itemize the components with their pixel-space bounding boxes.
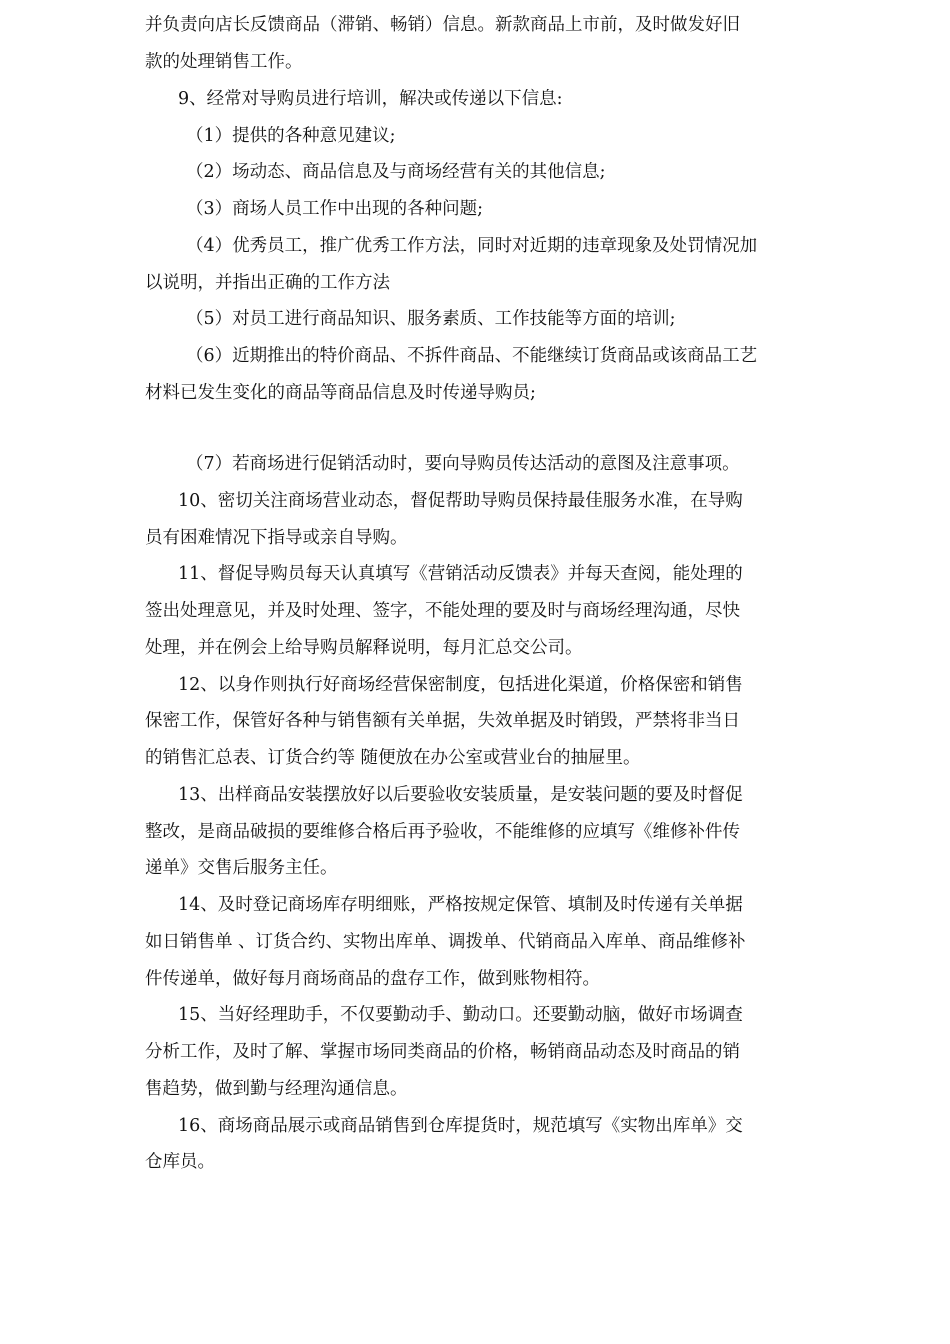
list-heading-14: 14、及时登记商场库存明细账，严格按规定保管、填制及时传递有关单据 — [178, 895, 743, 915]
paragraph-line: 处理，并在例会上给导购员解释说明，每月汇总交公司。 — [145, 638, 583, 658]
sub-item-7: （7）若商场进行促销活动时，要向导购员传达活动的意图及注意事项。 — [186, 454, 740, 474]
paragraph-line: 整改，是商品破损的要维修合格后再予验收，不能维修的应填写《维修补件传 — [145, 822, 740, 842]
sub-item-5: （5）对员工进行商品知识、服务素质、工作技能等方面的培训; — [186, 309, 676, 329]
list-heading-9: 9、经常对导购员进行培训，解决或传递以下信息: — [178, 89, 563, 109]
paragraph-line: 售趋势，做到勤与经理沟通信息。 — [145, 1079, 408, 1099]
paragraph-line: 保密工作，保管好各种与销售额有关单据，失效单据及时销毁，严禁将非当日 — [145, 711, 740, 731]
paragraph-line: 员有困难情况下指导或亲自导购。 — [145, 528, 408, 548]
sub-item-1: （1）提供的各种意见建议; — [186, 126, 396, 146]
paragraph-line: 分析工作，及时了解、掌握市场同类商品的价格，畅销商品动态及时商品的销 — [145, 1042, 740, 1062]
list-heading-16: 16、商场商品展示或商品销售到仓库提货时，规范填写《实物出库单》交 — [178, 1116, 743, 1136]
sub-item-6: （6）近期推出的特价商品、不拆件商品、不能继续订货商品或该商品工艺 — [186, 346, 758, 366]
list-heading-15: 15、当好经理助手，不仅要勤动手、勤动口。还要勤动脑，做好市场调查 — [178, 1005, 743, 1025]
sub-item-4: （4）优秀员工，推广优秀工作方法，同时对近期的违章现象及处罚情况加 — [186, 236, 758, 256]
paragraph-line: 签出处理意见，并及时处理、签字，不能处理的要及时与商场经理沟通，尽快 — [145, 601, 740, 621]
paragraph-line: 仓库员。 — [145, 1152, 215, 1172]
paragraph-line: 件传递单，做好每月商场商品的盘存工作，做到账物相符。 — [145, 969, 600, 989]
paragraph-line: 款的处理销售工作。 — [145, 52, 303, 72]
sub-item-2: （2）场动态、商品信息及与商场经营有关的其他信息; — [186, 162, 606, 182]
list-heading-10: 10、密切关注商场营业动态，督促帮助导购员保持最佳服务水准，在导购 — [178, 491, 743, 511]
sub-item-3: （3）商场人员工作中出现的各种问题; — [186, 199, 484, 219]
paragraph-line: 材料已发生变化的商品等商品信息及时传递导购员; — [145, 383, 536, 403]
list-heading-11: 11、督促导购员每天认真填写《营销活动反馈表》并每天查阅，能处理的 — [178, 564, 743, 584]
paragraph-line: 并负责向店长反馈商品（滞销、畅销）信息。新款商品上市前，及时做发好旧 — [145, 15, 740, 35]
paragraph-line: 递单》交售后服务主任。 — [145, 858, 338, 878]
paragraph-line: 以说明，并指出正确的工作方法 — [145, 273, 390, 293]
paragraph-line: 的销售汇总表、订货合约等 随便放在办公室或营业台的抽屉里。 — [145, 748, 641, 768]
paragraph-line: 如日销售单 、订货合约、实物出库单、调拨单、代销商品入库单、商品维修补 — [145, 932, 746, 952]
list-heading-13: 13、出样商品安装摆放好以后要验收安装质量，是安装问题的要及时督促 — [178, 785, 743, 805]
list-heading-12: 12、以身作则执行好商场经营保密制度，包括进化渠道，价格保密和销售 — [178, 675, 743, 695]
